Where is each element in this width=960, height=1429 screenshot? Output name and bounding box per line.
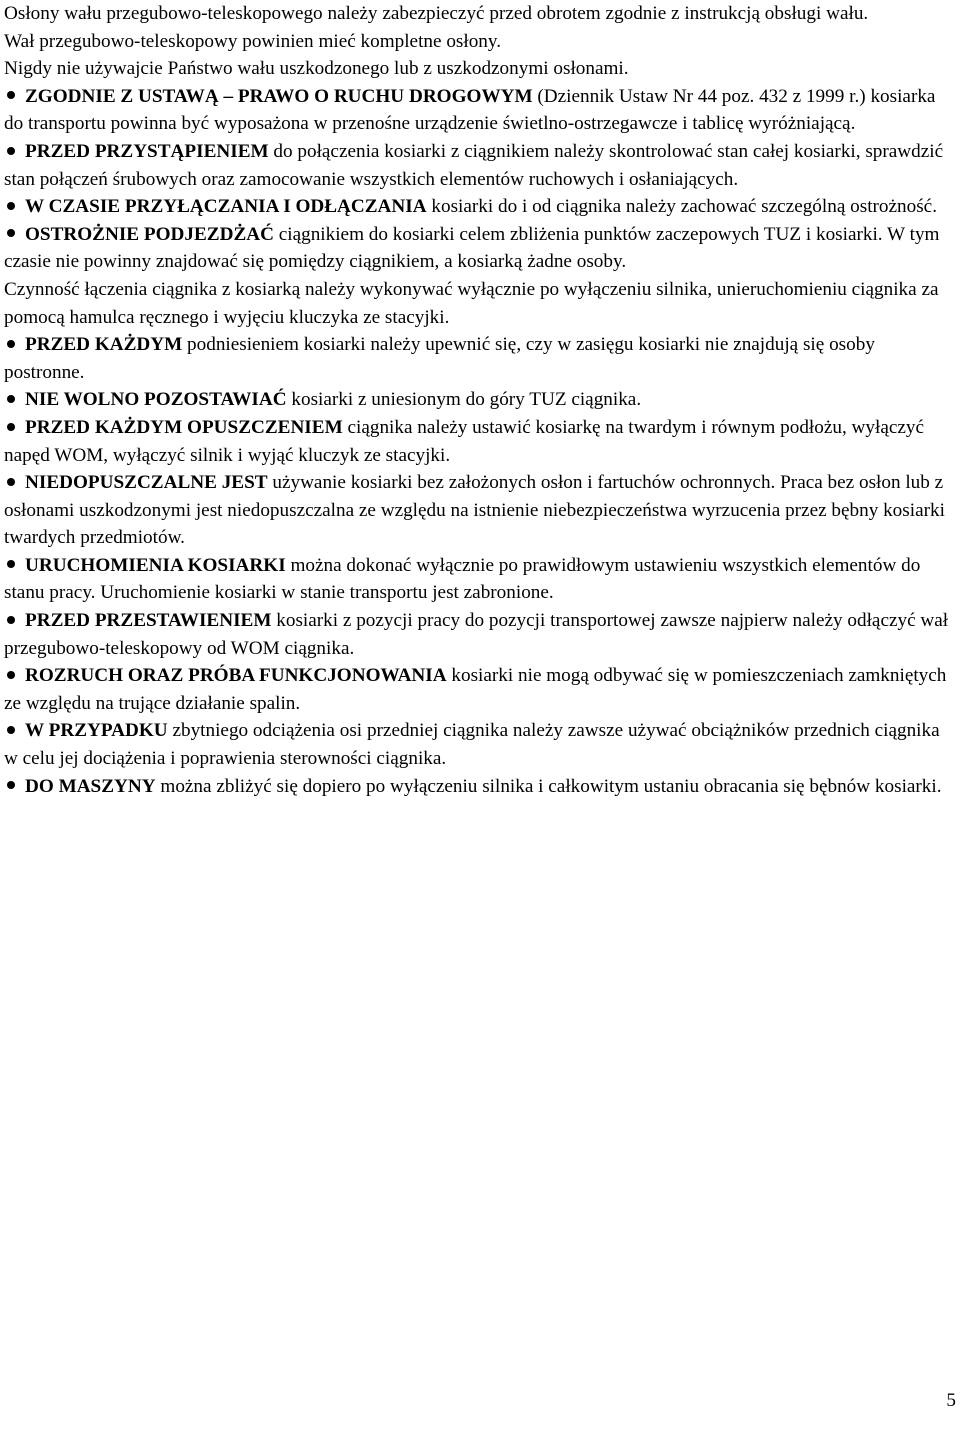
item-text: kosiarki z uniesionym do góry TUZ ciągnika. <box>286 389 642 411</box>
safety-list-item <box>4 331 956 386</box>
safety-list-item <box>4 552 956 607</box>
safety-list-item <box>4 414 956 469</box>
safety-list-item <box>4 83 956 138</box>
bullet-icon <box>7 423 15 431</box>
safety-list-item <box>4 386 956 414</box>
safety-list-item <box>4 662 956 717</box>
safety-list-item <box>4 138 956 193</box>
item-text: do połączenia kosiarki z ciągnikiem należy skontrolować stan całej kosiarki, sprawdzić stan połączeń śrubowych oraz zamocowanie wszystkich elementów ruchowych i osłaniających. <box>4 140 944 190</box>
item-text: kosiarki nie mogą odbywać się w pomieszczeniach zamkniętych ze względu na trujące działanie spalin. <box>4 665 947 714</box>
item-keyword: NIEDOPUSZCZALNE JEST <box>25 472 268 494</box>
item-keyword: PRZED KAŻDYM OPUSZCZENIEM <box>25 416 343 438</box>
bullet-icon <box>7 395 15 403</box>
item-keyword: URUCHOMIENIA KOSIARKI <box>25 554 286 576</box>
item-keyword: W CZASIE PRZYŁĄCZANIA I ODŁĄCZANIA <box>25 196 427 218</box>
item-text: można dokonać wyłącznie po prawidłowym ustawieniu wszystkich elementów do stanu pracy. Uruchomienie kosiarki w stanie transportu jest zabronione. <box>4 554 921 604</box>
safety-list-item <box>4 607 956 662</box>
bullet-icon <box>7 340 15 348</box>
item-text: (Dziennik Ustaw Nr 44 poz. 432 z 1999 r.) kosiarka do transportu powinna być wyposażona w przenośne urządzenie świetlno-ostrzegawcze i tablicę wyróżniającą. <box>4 85 936 135</box>
intro-paragraph-1: Osłony wału przegubowo-teleskopowego należy zabezpieczyć przed obrotem zgodnie z instrukcją obsługi wału. <box>4 3 869 24</box>
bullet-icon <box>7 560 15 568</box>
intro-paragraph-3: Nigdy nie używajcie Państwo wału uszkodzonego lub z uszkodzonymi osłonami. <box>4 58 629 80</box>
safety-list-item <box>4 193 956 221</box>
bullet-icon <box>7 147 15 155</box>
bullet-icon <box>7 91 15 99</box>
item-text: ciągnika należy ustawić kosiarkę na twardym i równym podłożu, wyłączyć napęd WOM, wyłączyć silnik i wyjąć kluczyk ze stacyjki. <box>4 416 924 466</box>
item-keyword: DO MASZYNY <box>25 775 156 797</box>
item-keyword: OSTROŻNIE PODJEZDŻAĆ <box>25 223 274 245</box>
safety-list <box>4 83 956 800</box>
item-text: kosiarki do i od ciągnika należy zachować szczególną ostrożność. <box>426 196 937 218</box>
bullet-icon <box>7 478 15 486</box>
item-continuation: Czynność łączenia ciągnika z kosiarką należy wykonywać wyłącznie po wyłączeniu silnika, unieruchomieniu ciągnika za pomocą hamulca ręcznego i wyjęciu kluczyka ze stacyjki. <box>4 278 939 328</box>
item-keyword: PRZED PRZESTAWIENIEM <box>25 610 272 632</box>
item-text: używanie kosiarki bez założonych osłon i fartuchów ochronnych. Praca bez osłon lub z osłonami uszkodzonymi jest niedopuszczalna ze względu na istnienie niebezpieczeństwa wyrzucenia przez bębny kosiarki twardych przedmiotów. <box>4 472 945 549</box>
bullet-icon <box>7 616 15 624</box>
item-text: można zbliżyć się dopiero po wyłączeniu silnika i całkowitym ustaniu obracania się bębnów kosiarki. <box>155 775 942 797</box>
safety-list-item <box>4 717 956 772</box>
item-keyword: ZGODNIE Z USTAWĄ – PRAWO O RUCHU DROGOWYM <box>25 85 533 107</box>
item-keyword: PRZED PRZYSTĄPIENIEM <box>25 140 269 162</box>
item-keyword: W PRZYPADKU <box>25 720 168 742</box>
item-text: zbytniego odciążenia osi przedniej ciągnika należy zawsze używać obciążników przednich ciągnika w celu jej dociążenia i poprawienia sterowności ciągnika. <box>4 720 940 770</box>
item-keyword: PRZED KAŻDYM <box>25 334 183 356</box>
item-keyword: ROZRUCH ORAZ PRÓBA FUNKCJONOWANIA <box>25 665 447 687</box>
bullet-icon <box>7 671 15 679</box>
bullet-icon <box>7 781 15 789</box>
safety-list-item <box>4 469 956 552</box>
item-text: podniesieniem kosiarki należy upewnić się, czy w zasięgu kosiarki nie znajdują się osoby postronne. <box>4 334 875 383</box>
intro-paragraph-2: Wał przegubowo-teleskopowy powinien mieć kompletne osłony. <box>4 30 502 52</box>
item-text: kosiarki z pozycji pracy do pozycji transportowej zawsze najpierw należy odłączyć wał przegubowo-teleskopowy od WOM ciągnika. <box>4 610 949 659</box>
bullet-icon <box>7 229 15 237</box>
safety-list-item <box>4 773 956 801</box>
document-page <box>4 0 956 800</box>
item-text: ciągnikiem do kosiarki celem zbliżenia punktów zaczepowych TUZ i kosiarki. W tym czasie nie powinny znajdować się pomiędzy ciągnikiem, a kosiarką żadne osoby. <box>4 223 940 273</box>
bullet-icon <box>7 726 15 734</box>
item-keyword: NIE WOLNO POZOSTAWIAĆ <box>25 389 287 411</box>
page-number: 5 <box>946 1390 956 1411</box>
bullet-icon <box>7 202 15 210</box>
safety-list-item <box>4 221 956 276</box>
